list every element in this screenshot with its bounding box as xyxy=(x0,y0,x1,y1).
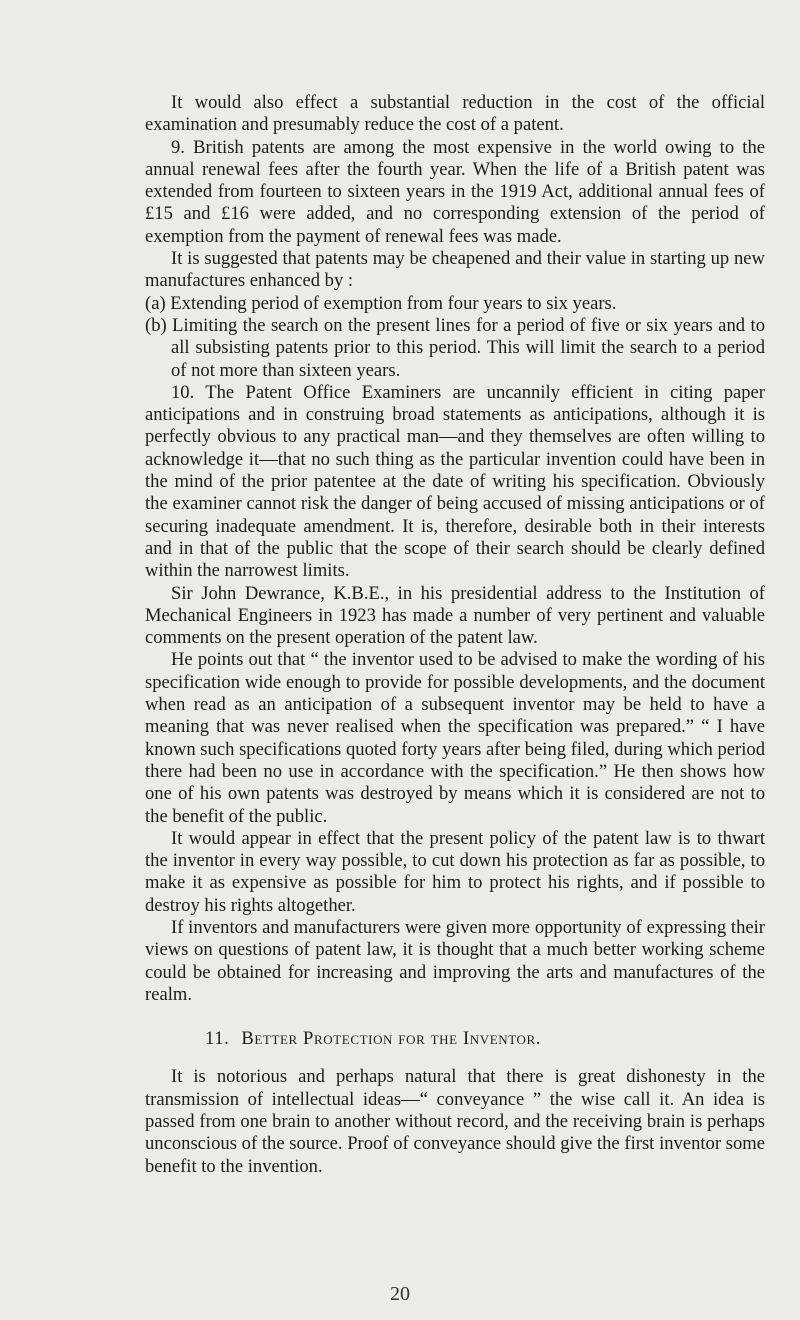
list-item-b: (b) Limiting the search on the present lines for a period of five or six years and to all subsisting patents prior to this period. This will limit the search to a period of not more than sixteen years. xyxy=(145,314,765,381)
paragraph-dewrance: Sir John Dewrance, K.B.E., in his presidential address to the Institution of Mechanical Engineers in 1923 has made a number of very pertinent and valuable comments on the present operation of the patent law. xyxy=(145,582,765,649)
body-text xyxy=(145,92,765,1178)
paragraph-quote: He points out that “ the inventor used to be advised to make the wording of his specification wide enough to provide for possible developments, and the document when read as an anticipation of a subsequent inventor may be held to have a meaning that was never realised when the specification was prepared.” “ I have known such specifications quoted forty years after being filed, during which period there had been no use in accordance with the specification.” He then shows how one of his own patents was destroyed by means which it is considered are not to the benefit of the public. xyxy=(145,649,765,827)
paragraph-10-examiners: 10. The Patent Office Examiners are uncannily efficient in citing paper anticipations and in construing broad statements as anticipations, although it is perfectly obvious to any practical man—and they themselves are often willing to acknowledge it—that no such thing as the particular invention could have been in the mind of the prior patentee at the date of writing his specification. Obviously the examiner cannot risk the danger of being accused of missing anticipations or of securing inadequate amendment. It is, therefore, desirable both in their interests and in that of the public that the scope of their search should be clearly defined within the narrowest limits. xyxy=(145,381,765,582)
list-item-a: (a) Extending period of exemption from four years to six years. xyxy=(145,292,617,314)
section-title: Better Protection for the Inventor. xyxy=(241,1028,542,1050)
paragraph-suggestion: It is suggested that patents may be cheapened and their value in starting up new manufactures enhanced by : xyxy=(145,248,765,292)
paragraph-cost: It would also effect a substantial reduction in the cost of the official examination and presumably reduce the cost of a patent. xyxy=(145,92,765,136)
paragraph-policy: It would appear in effect that the present policy of the patent law is to thwart the inventor in every way possible, to cut down his protection as far as possible, to make it as expensive as possible for him to protect his rights, and if possible to destroy his rights altogether. xyxy=(145,827,765,916)
section-number: 11. xyxy=(205,1028,230,1050)
paragraph-9-renewal-fees: 9. British patents are among the most expensive in the world owing to the annual renewal fees after the fourth year. When the life of a British patent was extended from fourteen to sixteen years in the 1919 Act, additional annual fees of £15 and £16 were added, and no corresponding extension of the period of exemption from the payment of renewal fees was made. xyxy=(145,136,765,247)
page-number: 20 xyxy=(390,1283,410,1305)
section-heading xyxy=(145,1028,765,1050)
paragraph-inventors-views: If inventors and manufacturers were given more opportunity of expressing their views on questions of patent law, it is thought that a much better working scheme could be obtained for increasing and improving the arts and manufactures of the realm. xyxy=(145,916,765,1005)
paragraph-conveyance: It is notorious and perhaps natural that there is great dishonesty in the transmission of intellectual ideas—“ conveyance ” the wise call it. An idea is passed from one brain to another without record, and the receiving brain is perhaps unconscious of the source. Proof of conveyance should give the first inventor some benefit to the invention. xyxy=(145,1066,765,1177)
